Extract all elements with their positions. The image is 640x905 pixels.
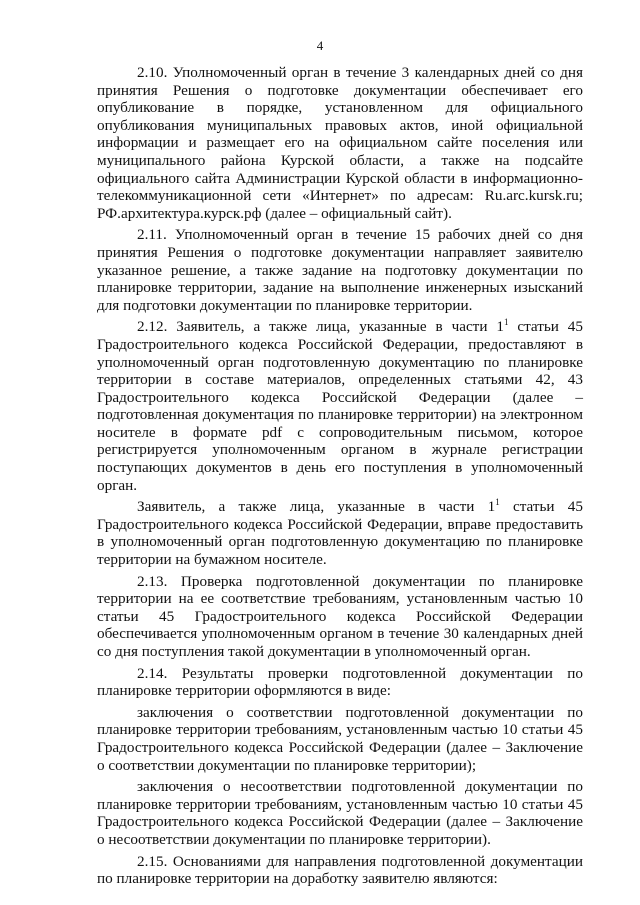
paragraph-nonconformity-conclusion: заключения о несоответствии подготовленной документации по планировке территории требованиям, установленным частью 10 статьи 45 Градостроительного кодекса Российской Федерации (далее – Заключение о несоответствии документации по планировке территории). [97, 778, 583, 848]
paragraph-text: 2.12. Заявитель, а также лица, указанные в части 1 [137, 318, 504, 336]
paragraph-2-15: 2.15. Основаниями для направления подготовленной документации по планировке территории на доработку заявителю являются: [97, 852, 583, 888]
paragraph-conformity-conclusion: заключения о соответствии подготовленной документации по планировке территории требованиям, установленным частью 10 статьи 45 Градостроительного кодекса Российской Федерации (далее – Заключение о соответствии документации по планировке территории); [97, 703, 583, 774]
paragraph-applicant-paper [97, 498, 583, 568]
paragraph-2-12 [97, 318, 583, 494]
paragraph-2-10: 2.10. Уполномоченный орган в течение 3 календарных дней со дня принятия Решения о подготовке документации обеспечивает его опубликование в порядке, установленном для официального опубликования муниципальных правовых актов, иной официальной информации и размещает его на официальном сайте поселения или муниципального района Курской области, а также на подсайте официального сайта Администрации Курской области в информационно-телекоммуникационной сети «Интернет» по адресам: Ru.arc.kursk.ru; РФ.архитектура.курск.рф (далее – официальный сайт). [97, 64, 583, 222]
paragraph-text: статьи 45 Градостроительного кодекса Российской Федерации, вправе предоставить в уполномоченный орган подготовленную документацию по планировке территории на бумажном носителе. [97, 498, 583, 569]
superscript: 1 [495, 497, 500, 508]
paragraph-2-13: 2.13. Проверка подготовленной документации по планировке территории на ее соответствие требованиям, установленным частью 10 статьи 45 Градостроительного кодекса Российской Федерации обеспечивается уполномоченным органом в течение 30 календарных дней со дня поступления такой документации в уполномоченный орган. [97, 572, 583, 660]
document-body [97, 64, 583, 892]
page-number: 4 [316, 38, 324, 53]
paragraph-2-11: 2.11. Уполномоченный орган в течение 15 рабочих дней со дня принятия Решения о подготовке документации направляет заявителю указанное решение, а также задание на подготовку документации по планировке территории, задание на выполнение инженерных изысканий для подготовки документации по планировке территории. [97, 226, 583, 314]
superscript: 1 [503, 317, 509, 328]
paragraph-2-14: 2.14. Результаты проверки подготовленной документации по планировке территории оформляются в виде: [97, 664, 583, 700]
paragraph-text: Заявитель, а также лица, указанные в части 1 [137, 498, 496, 516]
paragraph-text: статьи 45 Градостроительного кодекса Российской Федерации, предоставляют в уполномоченный орган подготовленную документацию по планировке территории в составе материалов, определенных статьями 42, 43 Градостроительного кодекса Российской Федерации (далее – подготовленная документация по планировке территории) на электронном носителе в формате pdf с сопроводительным письмом, которое регистрируется уполномоченным органом в журнале регистрации поступающих документов в день его поступления в уполномоченный орган. [97, 318, 583, 494]
